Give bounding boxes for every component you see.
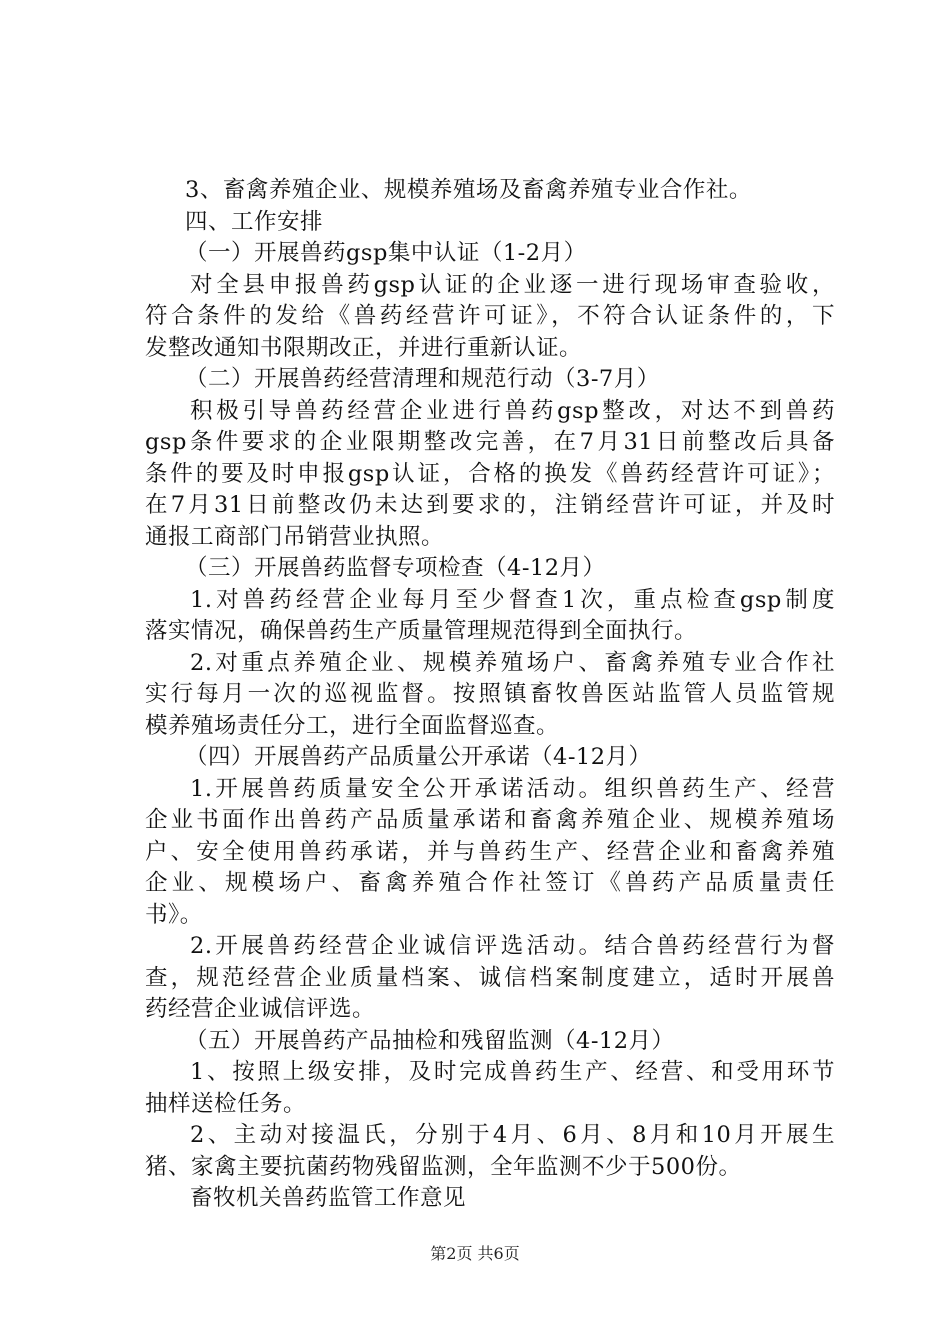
paragraph-line: 书》。 (145, 901, 203, 928)
paragraph-line: 2.开展兽药经营企业诚信评选活动。结合兽药经营行为督 (190, 933, 835, 959)
paragraph-line: 1.开展兽药质量安全公开承诺活动。组织兽药生产、经营 (190, 775, 835, 802)
paragraph-line: 企业书面作出兽药产品质量承诺和畜禽养殖企业、规模养殖场 (145, 807, 835, 833)
paragraph-line: 2、主动对接温氏，分别于4月、6月、8月和10月开展生 (190, 1122, 835, 1148)
paragraph-line: 模养殖场责任分工，进行全面监督巡查。 (145, 712, 560, 739)
paragraph-line: 落实情况，确保兽药生产质量管理规范得到全面执行。 (145, 618, 698, 644)
paragraph-line: gsp条件要求的企业限期整改完善，在7月31日前整改后具备 (145, 429, 835, 455)
paragraph-line: 条件的要及时申报gsp认证，合格的换发《兽药经营许可证》； (145, 460, 835, 487)
subsection-heading-3: （三）开展兽药监督专项检查（4-12月） (185, 555, 606, 581)
paragraph-line: 在7月31日前整改仍未达到要求的，注销经营许可证，并及时 (145, 492, 835, 518)
paragraph-line: 企业、规模场户、畜禽养殖合作社签订《兽药产品质量责任 (145, 870, 835, 896)
list-item-3: 3、畜禽养殖企业、规模养殖场及畜禽养殖专业合作社。 (185, 177, 752, 203)
paragraph-line: 户、安全使用兽药承诺，并与兽药生产、经营企业和畜禽养殖 (145, 838, 835, 865)
paragraph-line: 查，规范经营企业质量档案、诚信档案制度建立，适时开展兽 (145, 964, 835, 991)
paragraph-line: 实行每月一次的巡视监督。按照镇畜牧兽医站监管人员监管规 (145, 681, 835, 707)
section-heading-work-arrangement: 四、工作安排 (185, 208, 324, 235)
subsection-heading-2: （二）开展兽药经营清理和规范行动（3-7月） (185, 366, 660, 392)
subsection-heading-4: （四）开展兽药产品质量公开承诺（4-12月） (185, 744, 652, 770)
paragraph-line: 药经营企业诚信评选。 (145, 996, 376, 1022)
paragraph-line: 通报工商部门吊销营业执照。 (145, 523, 445, 550)
document-body (145, 175, 835, 1215)
paragraph-line: 对全县申报兽药gsp认证的企业逐一进行现场审查验收， (190, 271, 835, 298)
subsection-heading-5: （五）开展兽药产品抽检和残留监测（4-12月） (185, 1027, 675, 1054)
paragraph-line: 1、按照上级安排，及时完成兽药生产、经营、和受用环节 (190, 1059, 835, 1085)
subsection-heading-1: （一）开展兽药gsp集中认证（1-2月） (185, 240, 587, 266)
paragraph-line: 积极引导兽药经营企业进行兽药gsp整改，对达不到兽药 (190, 397, 835, 424)
paragraph-line: 符合条件的发给《兽药经营许可证》，不符合认证条件的，下 (145, 303, 835, 329)
paragraph-line: 猪、家禽主要抗菌药物残留监测，全年监测不少于500份。 (145, 1153, 742, 1180)
paragraph-line: 2.对重点养殖企业、规模养殖场户、畜禽养殖专业合作社 (190, 649, 835, 676)
page-number-footer: 第2页 共6页 (430, 1244, 520, 1263)
paragraph-line: 抽样送检任务。 (145, 1090, 307, 1117)
paragraph-line: 发整改通知书限期改正，并进行重新认证。 (145, 334, 583, 361)
closing-title-line: 畜牧机关兽药监管工作意见 (190, 1185, 467, 1211)
paragraph-line: 1.对兽药经营企业每月至少督查1次，重点检查gsp制度 (190, 586, 835, 613)
